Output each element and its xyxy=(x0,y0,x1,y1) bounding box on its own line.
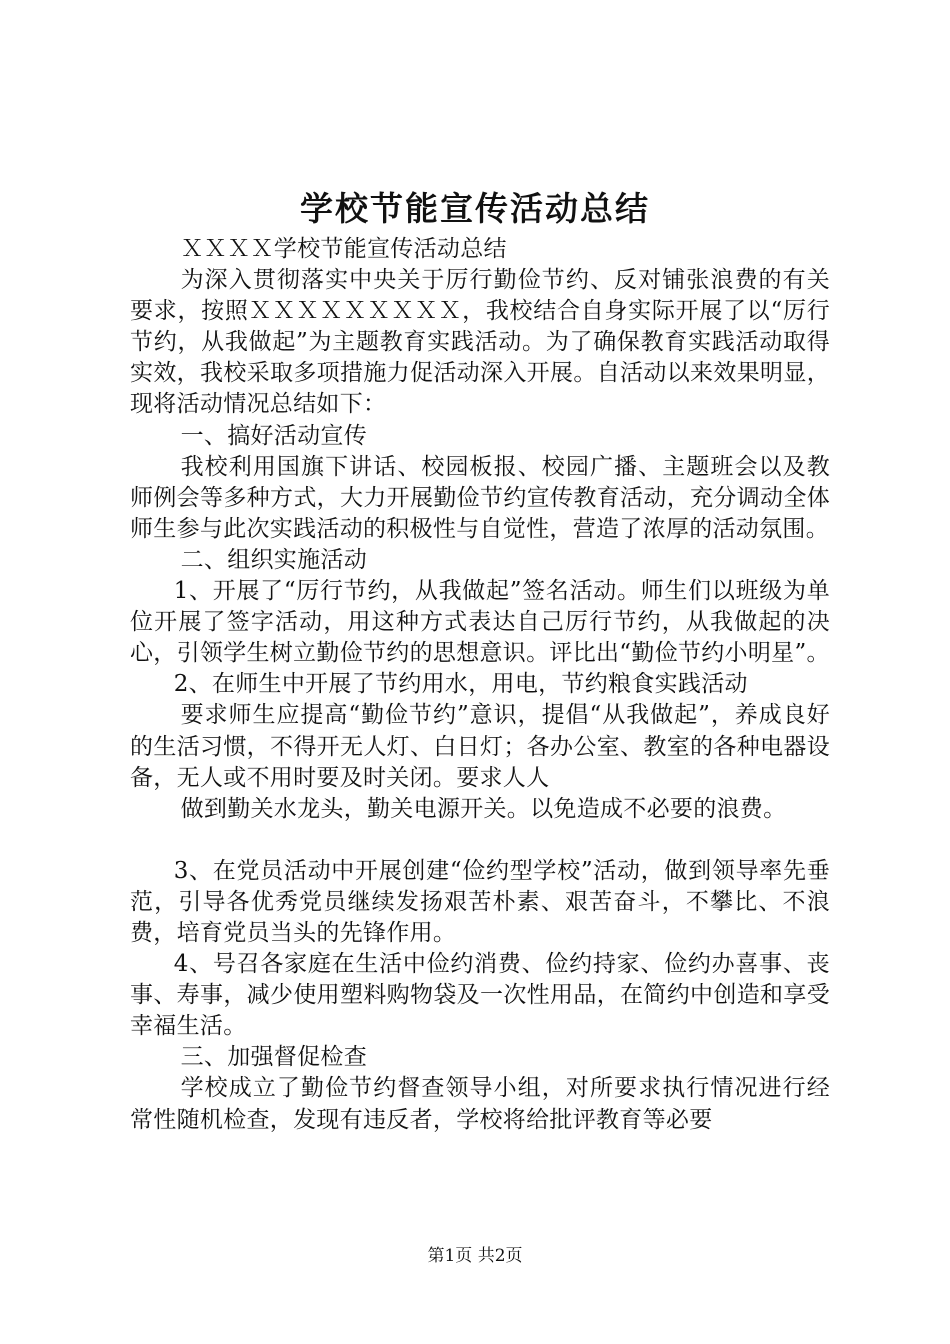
paragraph-item-1: 1、开展了“厉行节约，从我做起”签名活动。师生们以班级为单位开展了签字活动，用这种方式表达自己厉行节约，从我做起的决心，引领学生树立勤俭节约的思想意识。评比出“勤俭节约小明星”。 xyxy=(130,578,830,667)
paragraph-item-4: 4、号召各家庭在生活中俭约消费、俭约持家、俭约办喜事、丧事、寿事，减少使用塑料购物袋及一次性用品，在简约中创造和享受幸福生活。 xyxy=(130,951,830,1040)
paragraph-subtitle: ＸＸＸＸ学校节能宣传活动总结 xyxy=(180,236,507,262)
document-title: 学校节能宣传活动总结 xyxy=(300,189,650,228)
paragraph-item-3: 3、在党员活动中开展创建“俭约型学校”活动，做到领导率先垂范，引导各优秀党员继续发扬艰苦朴素、艰苦奋斗，不攀比、不浪费，培育党员当头的先锋作用。 xyxy=(130,857,830,946)
document-body xyxy=(130,234,830,1136)
paragraph-section-3: 学校成立了勤俭节约督查领导小组，对所要求执行情况进行经常性随机检查，发现有违反者，学校将给批评教育等必要 xyxy=(130,1075,830,1133)
paragraph-item-2-detail: 要求师生应提高“勤俭节约”意识，提倡“从我做起”，养成良好的生活习惯，不得开无人灯、白日灯；各办公室、教室的各种电器设备，无人或不用时要及时关闭。要求人人 xyxy=(130,702,830,791)
page-number: 第1页 共2页 xyxy=(427,1246,523,1266)
paragraph-intro: 为深入贯彻落实中央关于厉行勤俭节约、反对铺张浪费的有关要求，按照ＸＸＸＸＸＸＸＸＸ，我校结合自身实际开展了以“厉行节约，从我做起”为主题教育实践活动。为了确保教育实践活动取得实效，我校采取多项措施力促活动深入开展。自活动以来效果明显，现将活动情况总结如下： xyxy=(130,267,830,418)
paragraph-item-2: 2、在师生中开展了节约用水，用电，节约粮食实践活动 xyxy=(173,671,748,698)
paragraph-section-1: 我校利用国旗下讲话、校园板报、校园广播、主题班会以及教师例会等多种方式，大力开展勤俭节约宣传教育活动，充分调动全体师生参与此次实践活动的积极性与自觉性，营造了浓厚的活动氛围。 xyxy=(130,453,830,542)
paragraph-gap xyxy=(130,825,830,856)
section-heading-3: 三、加强督促检查 xyxy=(180,1044,367,1071)
section-heading-2: 二、组织实施活动 xyxy=(180,546,367,573)
paragraph-item-2-continued: 做到勤关水龙头，勤关电源开关。以免造成不必要的浪费。 xyxy=(180,795,787,822)
section-heading-1: 一、搞好活动宣传 xyxy=(180,422,367,449)
